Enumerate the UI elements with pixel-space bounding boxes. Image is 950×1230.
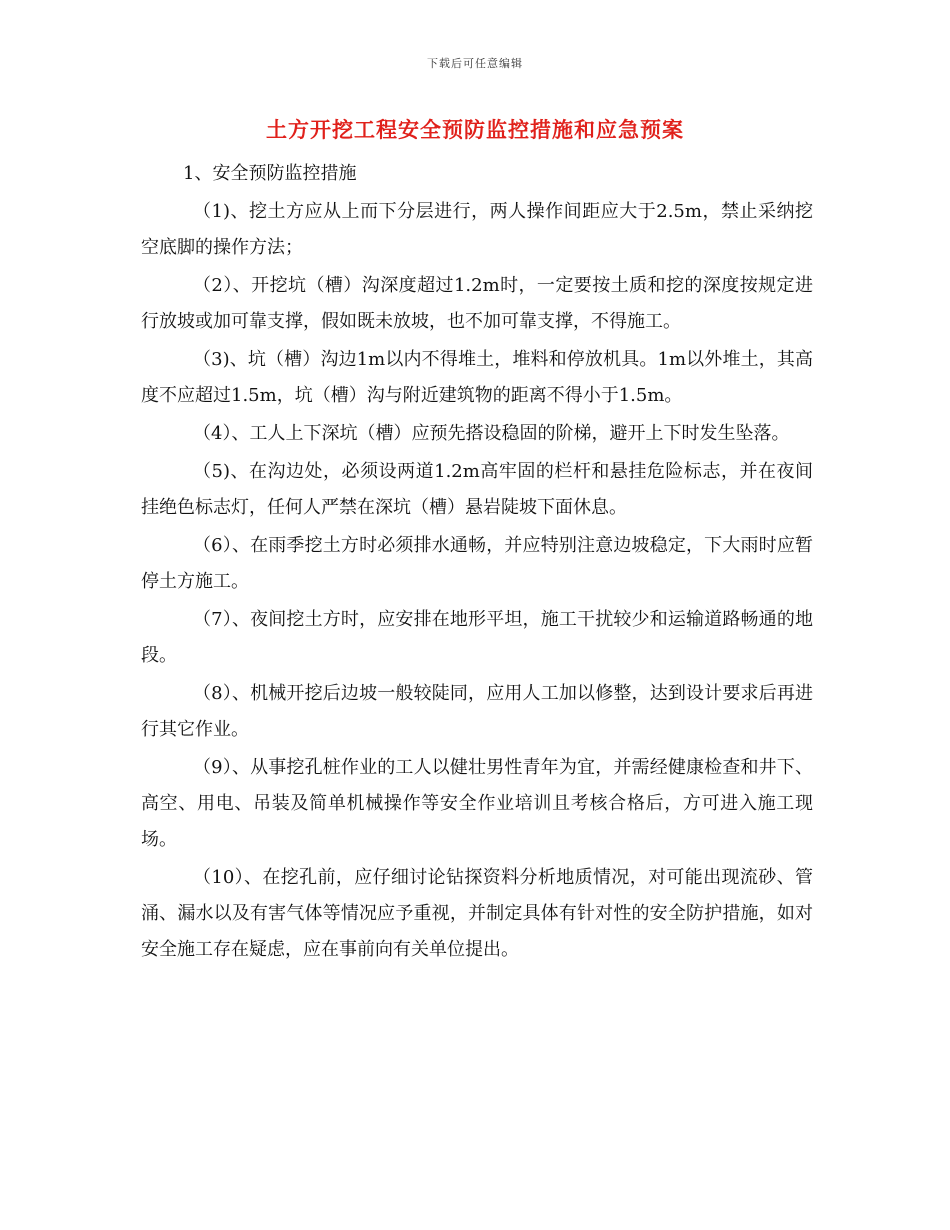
document-title: 土方开挖工程安全预防监控措施和应急预案 xyxy=(266,117,684,142)
paragraph-5: （5)、在沟边处，必须设两道1.2m高牢固的栏杆和悬挂危险标志，并在夜间挂绝色标志灯，任何人严禁在深坑（槽）悬岩陡坡下面休息。 xyxy=(141,461,813,518)
paragraph-6: （6）、在雨季挖土方时必须排水通畅，并应特别注意边坡稳定，下大雨时应暂停土方施工。 xyxy=(141,535,813,592)
paragraph-8: （8）、机械开挖后边坡一般较陡同，应用人工加以修整，达到设计要求后再进行其它作业。 xyxy=(141,683,813,740)
paragraph-10: （10）、在挖孔前，应仔细讨论钻探资料分析地质情况，对可能出现流砂、管涌、漏水以及有害气体等情况应予重视，并制定具体有针对性的安全防护措施，如对安全施工存在疑虑，应在事前向有关单位提出。 xyxy=(141,867,813,960)
paragraph-9: （9）、从事挖孔桩作业的工人以健壮男性青年为宜，并需经健康检查和井下、高空、用电、吊装及简单机械操作等安全作业培训且考核合格后，方可进入施工现场。 xyxy=(141,757,813,850)
header-note: 下载后可任意编辑 xyxy=(427,57,523,70)
paragraph-7: （7）、夜间挖土方时，应安排在地形平坦，施工干扰较少和运输道路畅通的地段。 xyxy=(141,609,813,666)
section-heading: 1、安全预防监控措施 xyxy=(183,163,357,184)
paragraph-1: （1)、挖土方应从上而下分层进行，两人操作间距应大于2.5m，禁止采纳挖空底脚的操作方法； xyxy=(141,201,813,258)
paragraph-4: （4）、工人上下深坑（槽）应预先搭设稳固的阶梯，避开上下时发生坠落。 xyxy=(193,423,790,444)
paragraph-3: （3)、坑（槽）沟边1m以内不得堆土，堆料和停放机具。1m以外堆土，其高度不应超过1.5m，坑（槽）沟与附近建筑物的距离不得小于1.5m。 xyxy=(141,349,813,406)
paragraph-2: （2）、开挖坑（槽）沟深度超过1.2m时，一定要按土质和挖的深度按规定进行放坡或加可靠支撑，假如既未放坡，也不加可靠支撑，不得施工。 xyxy=(141,275,813,332)
document-body xyxy=(141,156,813,970)
